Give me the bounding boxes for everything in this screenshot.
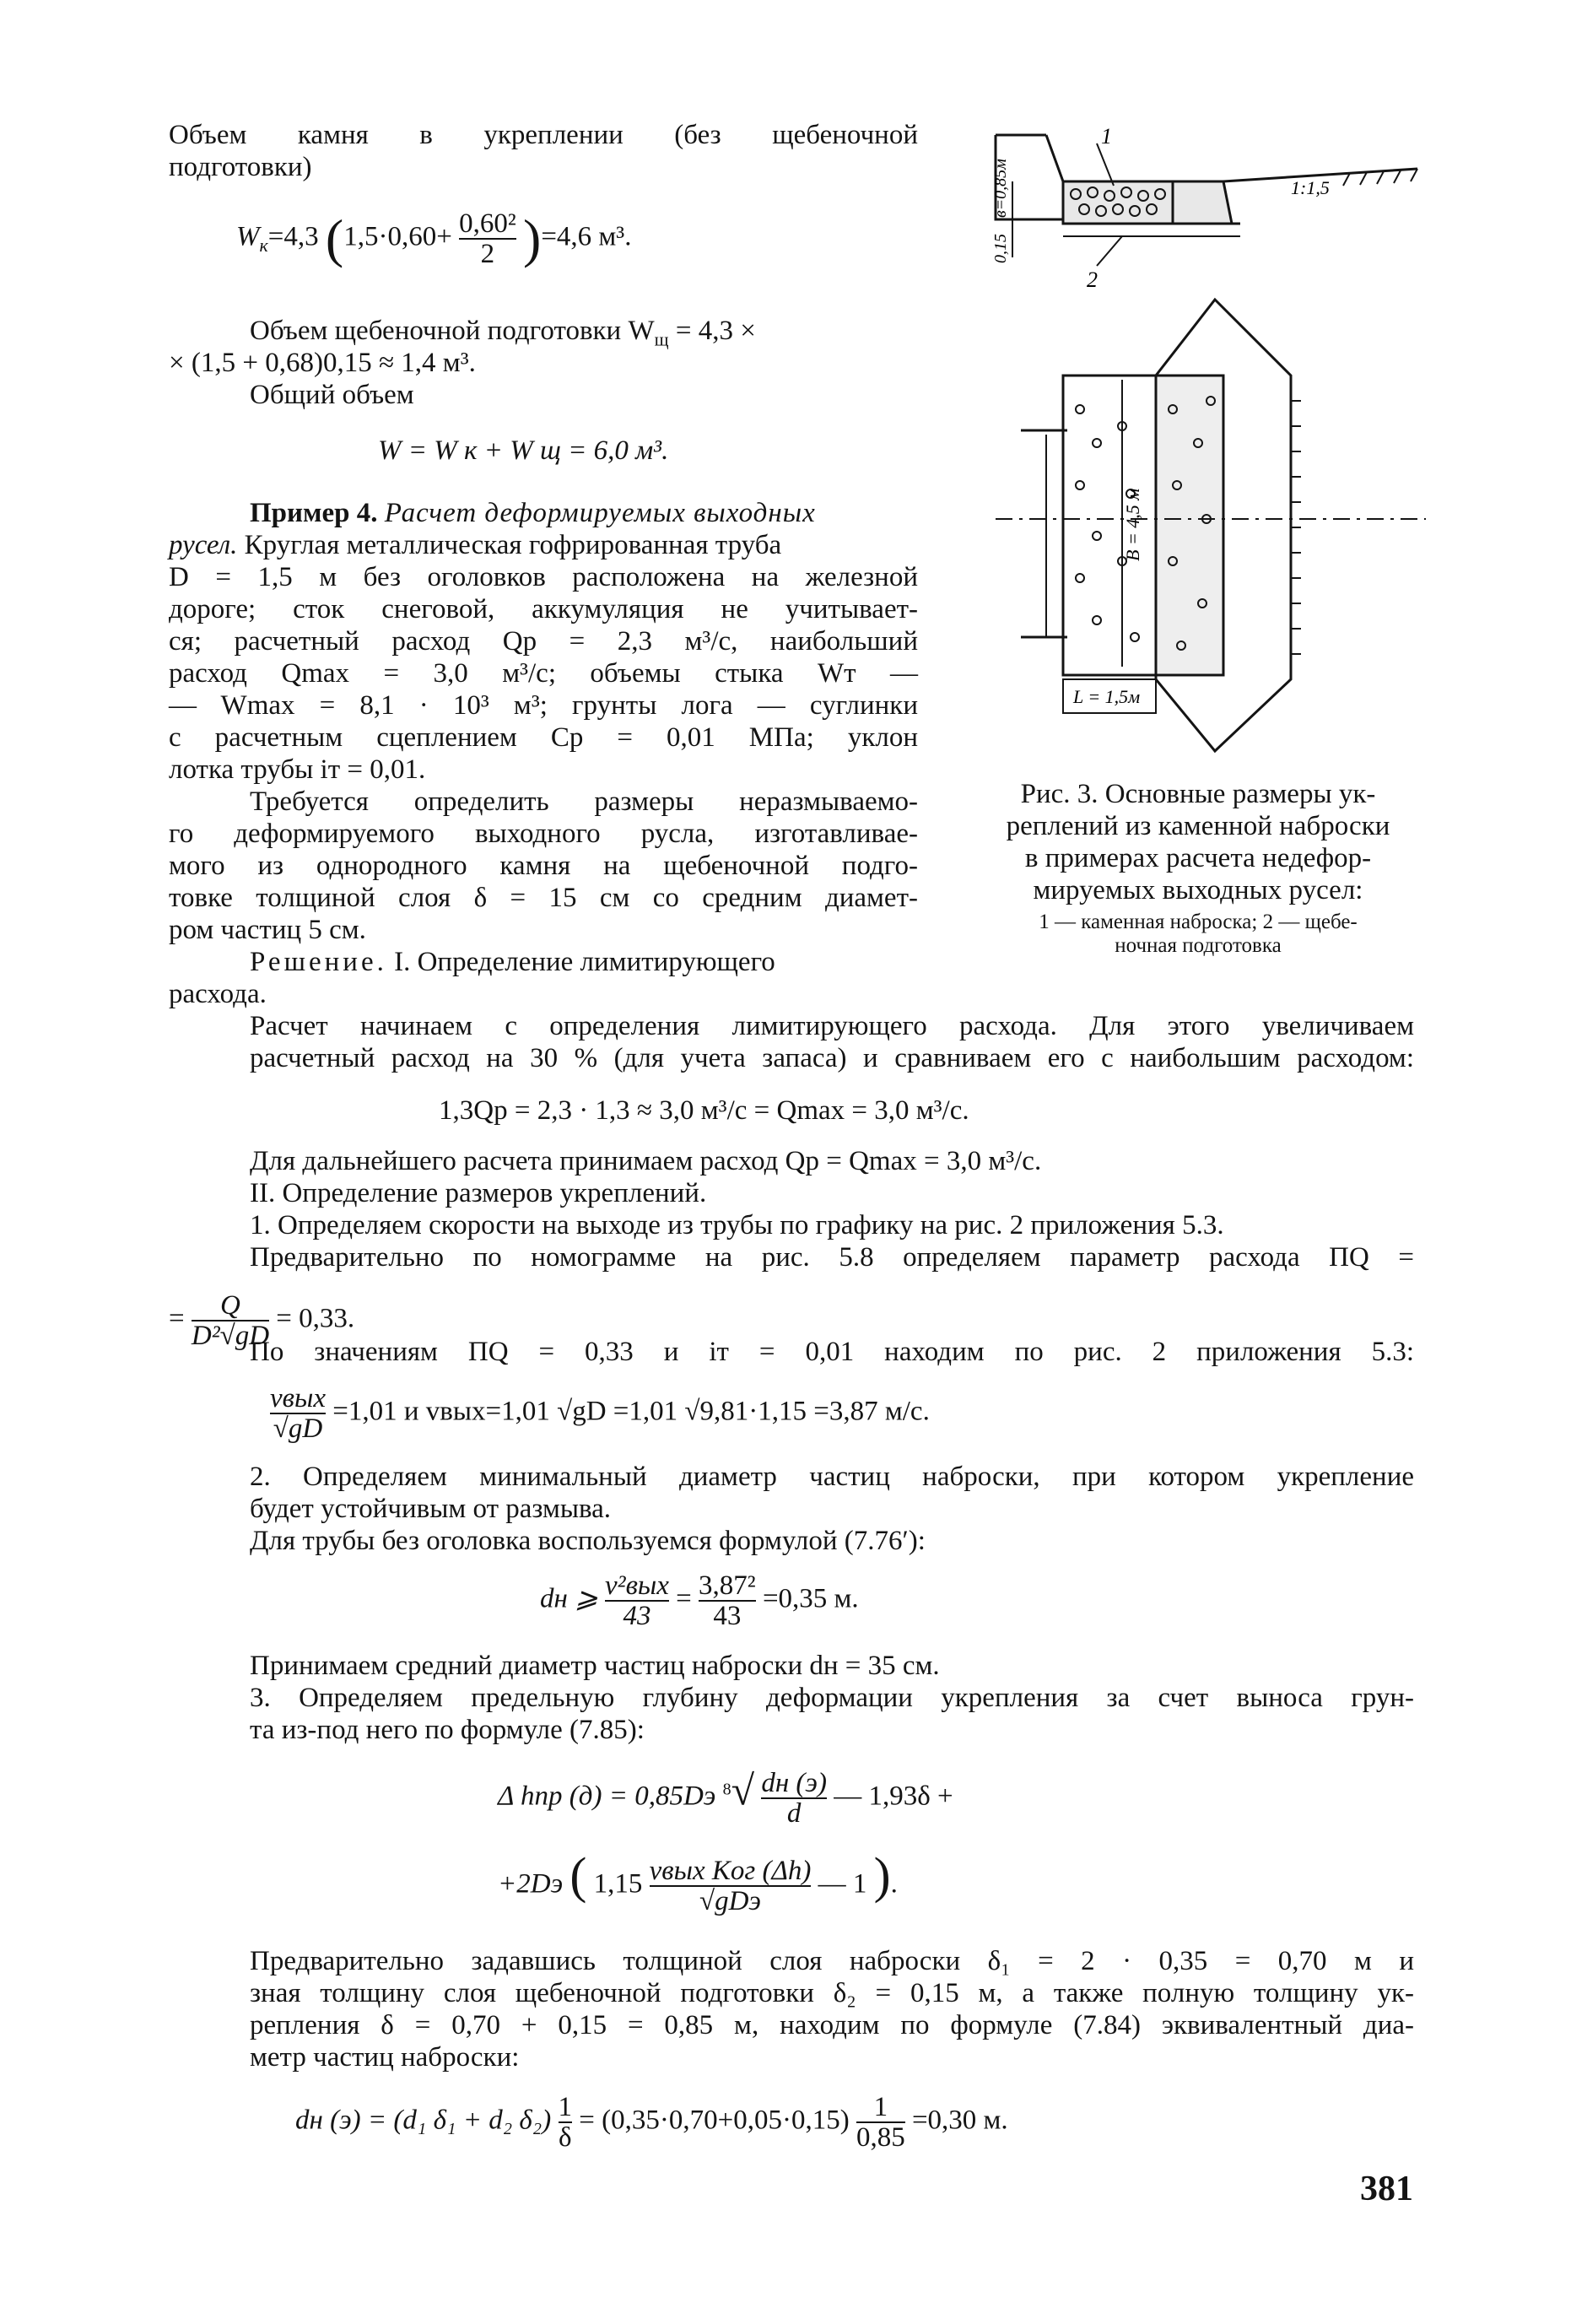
example-4-line-5: расход Qmax = 3,0 м³/с; объемы стыка Wт — (169, 658, 918, 689)
task-line-2: го деформируемого выходного русла, изготавливае- (169, 819, 918, 849)
text-c2: 3. Определяем предельную глубину деформации укрепления за счет выноса грун- (250, 1683, 1414, 1713)
example-4-line-4: ся; расчетный расход Qр = 2,3 м³/с, наибольший (169, 626, 918, 657)
para-volume-stone-1: Объем камня в укреплении (без щебеночной (169, 120, 918, 150)
example-4-line-1: русел. Круглая металлическая гофрированная труба (169, 530, 782, 560)
fig-label-2: 2 (1087, 268, 1098, 292)
fig-dim-height: в=0,85м (991, 159, 1010, 218)
eq-3: $\frac{\text{vвых}}{√gD}$ =1,01 и vвых=1,01 √gD =1,01 √9,81·1,15 =3,87 м/с. (270, 1383, 930, 1444)
text-a3: Для дальнейшего расчета принимаем расход Qр = Qmax = 3,0 м³/с. (250, 1146, 1042, 1176)
example-4-line-8: лотка трубы iт = 0,01. (169, 754, 426, 785)
fig-dim-b: B = 4,5 м (1122, 488, 1143, 561)
text-b1: 2. Определяем минимальный диаметр частиц наброски, при котором укрепление (250, 1462, 1414, 1492)
figure-caption-1: Рис. 3. Основные размеры ук- (1020, 779, 1376, 809)
figure-caption-4: мируемых выходных русел: (1033, 875, 1363, 905)
formula-total-w: W = W к + W щ = 6,0 м³. (378, 435, 669, 466)
text-d1: Предварительно задавшись толщиной слоя наброски δ₁ = 2 · 0,35 = 0,70 м и (250, 1946, 1414, 1976)
text-d2: зная толщину слоя щебеночной подготовки δ₂ = 0,15 м, а также полную толщину ук- (250, 1978, 1414, 2008)
example-4-title: Пример 4. Расчет деформируемых выходных (250, 498, 816, 528)
text-b2: будет устойчивым от размыва. (250, 1494, 612, 1524)
para-gravel-volume-1: Объем щебеночной подготовки $W_щ = 4,3$ × (250, 316, 756, 350)
text-c3: та из-под него по формуле (7.85): (250, 1715, 645, 1745)
figure-caption-3: в примерах расчета недефор- (1024, 843, 1372, 873)
fig-slope-label: 1:1,5 (1291, 177, 1330, 198)
page-number: 381 (1360, 2170, 1413, 2208)
fig-dim-015: 0,15 (991, 234, 1010, 263)
eq-5-line-1: Δ hпр (д) = 0,85Dэ $^8$√ $\frac{dн (э)}{d}$ — 1,93δ + (498, 1766, 953, 1829)
text-c1: Принимаем средний диаметр частиц наброски dн = 35 см. (250, 1651, 940, 1681)
text-a5: 1. Определяем скорости на выходе из трубы по графику на рис. 2 приложения 5.3. (250, 1210, 1224, 1240)
text-a6: Предварительно по номограмме на рис. 5.8 определяем параметр расхода ΠQ = (250, 1242, 1414, 1273)
para-total-volume: Общий объем (250, 380, 414, 410)
fig-label-1: 1 (1101, 124, 1112, 149)
text-d4: метр частиц наброски: (250, 2042, 520, 2073)
eq-2: = $\frac{Q}{\text{D²√gD}}$ = 0,33. (169, 1290, 355, 1351)
text-a2: расчетный расход на 30 % (для учета запаса) и сравниваем его с наибольшим расходом: (250, 1043, 1414, 1073)
text-b3: Для трубы без оголовка воспользуемся формулой (7.76′): (250, 1526, 926, 1556)
eq-4: dн ⩾ $\frac{\text{v²вых}}{43}$ = $\frac{\text{3,87²}}{43}$ =0,35 м. (540, 1570, 859, 1631)
example-4-line-7: с расчетным сцеплением Cр = 0,01 МПа; уклон (169, 722, 918, 753)
text-a4: II. Определение размеров укреплений. (250, 1178, 707, 1208)
formula-wk: $W_к=4,3$ (1,5·0,60+ $\frac{\text{0,60²}}{2}$ )=4,6 м³. (236, 208, 632, 269)
eq-6: dн (э) = (d₁ δ₁ + d₂ δ₂) $\frac{1}{\delta}$ = (0,35·0,70+0,05·0,15) $\frac{1}{0,85}$ =0,30 м. (295, 2092, 1008, 2153)
example-4-line-6: — Wmax = 8,1 · 10³ м³; грунты лога — суглинки (169, 690, 918, 721)
figure-legend-2: ночная подготовка (1115, 934, 1282, 957)
example-4-line-2: D = 1,5 м без оголовков расположена на железной (169, 562, 918, 592)
example-4-line-3: дороге; сток снеговой, аккумуляция не учитывает- (169, 594, 918, 624)
eq-1: 1,3Qр = 2,3 · 1,3 ≈ 3,0 м³/с = Qmax = 3,0 м³/с. (439, 1095, 969, 1126)
task-line-5: ром частиц 5 см. (169, 915, 366, 945)
task-line-4: товке толщиной слоя δ = 15 см со средним диамет- (169, 883, 918, 913)
text-a1: Расчет начинаем с определения лимитирующего расхода. Для этого увеличиваем (250, 1011, 1414, 1041)
fig-dim-l: L = 1,5м (1073, 686, 1141, 707)
text-d3: репления δ = 0,70 + 0,15 = 0,85 м, находим по формуле (7.84) эквивалентный диа- (250, 2010, 1414, 2040)
solution-heading-2: расхода. (169, 979, 267, 1009)
figure-caption-2: реплений из каменной наброски (1006, 811, 1390, 841)
solution-heading: Решение. I. Определение лимитирующего (250, 947, 775, 977)
para-gravel-volume-2: × (1,5 + 0,68)0,15 ≈ 1,4 м³. (169, 348, 476, 378)
para-volume-stone-2: подготовки) (169, 152, 312, 182)
figure-plan-view (996, 283, 1434, 764)
figure-legend-1: 1 — каменная наброска; 2 — щебе- (1039, 911, 1358, 933)
task-line-1: Требуется определить размеры неразмываемо- (250, 786, 918, 817)
text-a7: По значениям ΠQ = 0,33 и iт = 0,01 находим по рис. 2 приложения 5.3: (250, 1337, 1414, 1367)
eq-5-line-2: +2Dэ ( 1,15 $\frac{\text{vвых Kог (Δh)}}{\text{√gDэ}}$ — 1 ). (498, 1847, 898, 1916)
task-line-3: мого из однородного камня на щебеночной подго- (169, 851, 918, 881)
